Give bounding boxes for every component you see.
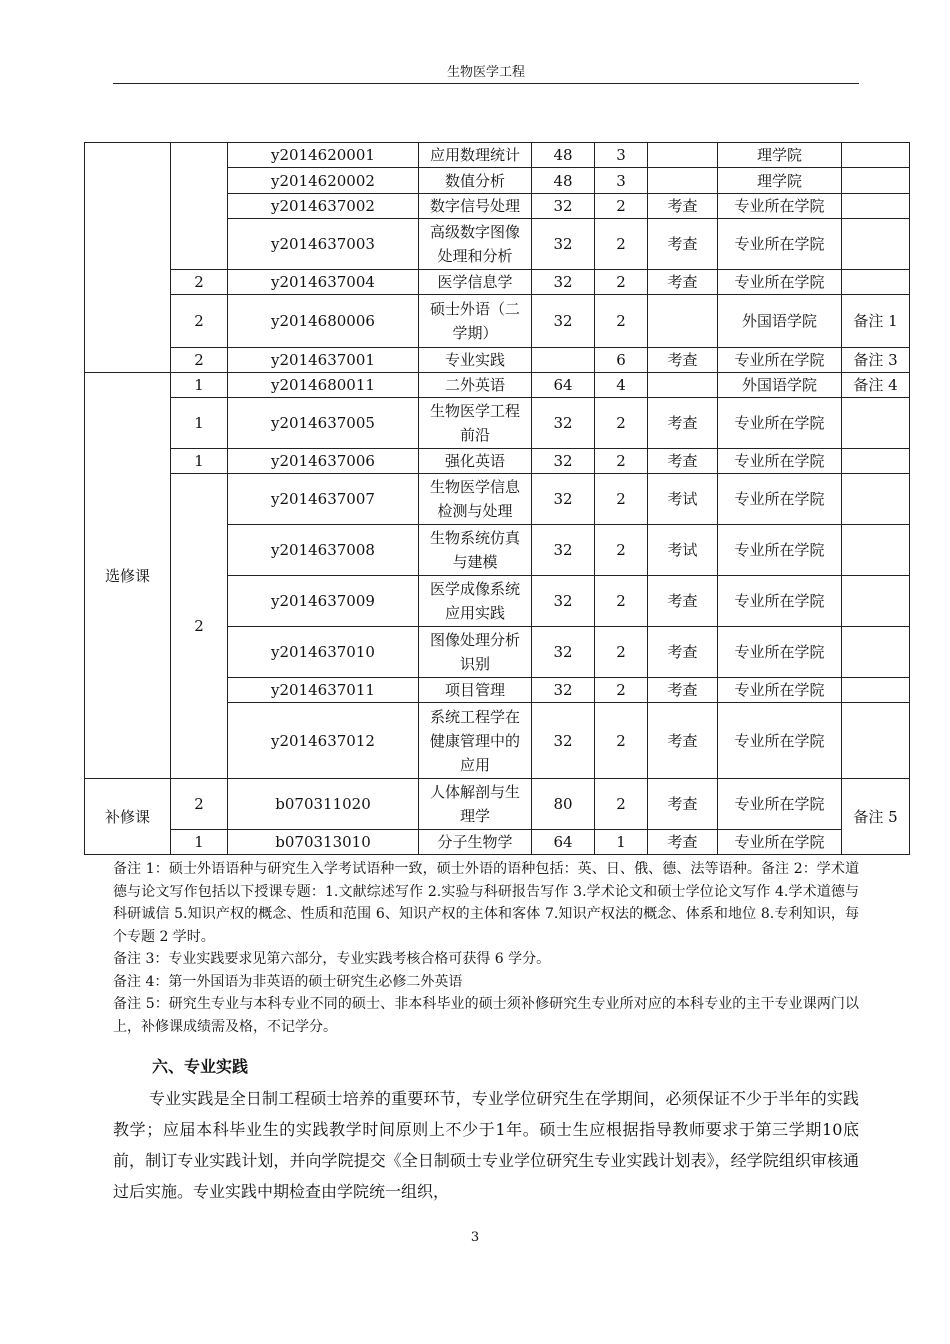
course-name: 数字信号处理	[419, 194, 532, 219]
department: 专业所在学院	[718, 703, 842, 779]
department: 专业所在学院	[718, 576, 842, 627]
course-name-line: 前沿	[459, 426, 490, 444]
course-hours: 64	[532, 373, 595, 398]
course-table	[84, 142, 910, 855]
semester-cell: 2	[171, 474, 228, 779]
department: 理学院	[718, 143, 842, 168]
semester-cell: 1	[171, 398, 228, 449]
course-name: 项目管理	[419, 678, 532, 703]
course-name-line: 应用	[459, 755, 490, 774]
course-code: y2014637004	[228, 270, 419, 295]
course-credits: 2	[595, 576, 648, 627]
table-row	[85, 449, 910, 474]
course-name-line: 生物医学工程	[429, 402, 520, 420]
category-cell	[85, 143, 171, 373]
department: 专业所在学院	[718, 219, 842, 270]
course-name-line: 生物系统仿真	[429, 529, 520, 547]
semester-cell: 1	[171, 373, 228, 398]
course-hours: 32	[532, 474, 595, 525]
remark: 备注 3	[842, 348, 910, 373]
course-credits: 2	[595, 295, 648, 348]
department: 专业所在学院	[718, 348, 842, 373]
course-name-line: 人体解剖与生	[429, 783, 520, 801]
department: 专业所在学院	[718, 449, 842, 474]
assessment: 考试	[648, 474, 718, 525]
assessment: 考查	[648, 449, 718, 474]
semester-cell: 2	[171, 348, 228, 373]
course-name	[419, 398, 532, 449]
semester-cell: 2	[171, 295, 228, 348]
course-hours: 32	[532, 449, 595, 474]
course-name-line: 高级数字图像	[429, 223, 520, 241]
department: 专业所在学院	[718, 474, 842, 525]
department: 专业所在学院	[718, 525, 842, 576]
assessment	[648, 143, 718, 168]
course-credits: 2	[595, 678, 648, 703]
remark	[842, 219, 910, 270]
course-name-line: 理学	[459, 807, 490, 825]
semester-cell: 2	[171, 270, 228, 295]
course-credits: 2	[595, 219, 648, 270]
course-name-line: 生物医学信息	[429, 478, 520, 496]
assessment: 考查	[648, 194, 718, 219]
assessment: 考查	[648, 348, 718, 373]
remark	[842, 703, 910, 779]
course-code: y2014620001	[228, 143, 419, 168]
remark	[842, 576, 910, 627]
course-name: 医学信息学	[419, 270, 532, 295]
course-code: y2014637001	[228, 348, 419, 373]
course-credits: 2	[595, 270, 648, 295]
course-code: y2014637005	[228, 398, 419, 449]
course-credits: 2	[595, 449, 648, 474]
course-hours: 32	[532, 703, 595, 779]
category-cell-remedial: 补修课	[85, 779, 171, 855]
assessment: 考查	[648, 779, 718, 830]
table-row	[85, 295, 910, 348]
semester-cell: 2	[171, 779, 228, 830]
course-code: y2014637006	[228, 449, 419, 474]
semester-cell: 1	[171, 830, 228, 855]
course-hours: 32	[532, 627, 595, 678]
footnote-1-2: 备注 1：硕士外语语种与研究生入学考试语种一致，硕士外语的语种包括：英、日、俄、德、法等语种。备注 2：学术道德与论文写作包括以下授课专题：1.文献综述写作 2.实验与科研报告写作 3.学术论文和硕士学位论文写作 4.学术道德与科研诚信 5.知识产权的概念、性质和范围 6、知识产权的主体和客体 7.知识产权法的概念、体系和地位 8.专利知识，每个专题 2 学时。	[113, 861, 859, 945]
department: 外国语学院	[718, 373, 842, 398]
remark: 备注 1	[842, 295, 910, 348]
remark	[842, 398, 910, 449]
remark	[842, 194, 910, 219]
course-hours	[532, 348, 595, 373]
remark	[842, 449, 910, 474]
remark: 备注 5	[842, 779, 910, 855]
table-row	[85, 270, 910, 295]
assessment: 考查	[648, 627, 718, 678]
course-hours: 32	[532, 219, 595, 270]
table-row	[85, 143, 910, 168]
course-name	[419, 295, 532, 348]
table-row	[85, 779, 910, 830]
department: 专业所在学院	[718, 627, 842, 678]
page-header: 生物医学工程	[446, 65, 525, 80]
course-name	[419, 474, 532, 525]
course-name-line: 应用实践	[444, 604, 505, 622]
course-code: y2014637007	[228, 474, 419, 525]
course-name-line: 学期）	[452, 324, 498, 342]
course-name: 强化英语	[419, 449, 532, 474]
course-hours: 32	[532, 576, 595, 627]
table-row	[85, 373, 910, 398]
course-credits: 2	[595, 525, 648, 576]
course-name-line: 图像处理分析	[429, 631, 520, 649]
course-credits: 2	[595, 398, 648, 449]
semester-cell	[171, 143, 228, 270]
assessment: 考查	[648, 830, 718, 855]
assessment: 考查	[648, 576, 718, 627]
footnotes	[113, 858, 859, 1038]
course-credits: 6	[595, 348, 648, 373]
course-name-line: 检测与处理	[437, 502, 513, 520]
course-credits: 2	[595, 703, 648, 779]
remark	[842, 474, 910, 525]
page-number: 3	[470, 1230, 480, 1245]
course-credits: 4	[595, 373, 648, 398]
course-credits: 3	[595, 168, 648, 194]
course-hours: 48	[532, 143, 595, 168]
course-hours: 32	[532, 194, 595, 219]
table-row	[85, 830, 910, 855]
course-name-line: 识别	[459, 655, 490, 673]
course-name: 分子生物学	[419, 830, 532, 855]
course-name-line: 与建模	[452, 553, 498, 571]
assessment: 考查	[648, 398, 718, 449]
department: 外国语学院	[718, 295, 842, 348]
remark	[842, 143, 910, 168]
remark	[842, 627, 910, 678]
department: 理学院	[718, 168, 842, 194]
course-name-line: 硕士外语（二	[429, 300, 520, 318]
course-credits: 3	[595, 143, 648, 168]
assessment	[648, 168, 718, 194]
course-code: y2014680011	[228, 373, 419, 398]
course-name	[419, 219, 532, 270]
course-code: y2014680006	[228, 295, 419, 348]
section-paragraph: 专业实践是全日制工程硕士培养的重要环节，专业学位研究生在学期间，必须保证不少于半年的实践教学；应届本科毕业生的实践教学时间原则上不少于1年。硕士生应根据指导教师要求于第三学期10底前，制订专业实践计划，并向学院提交《全日制硕士专业学位研究生专业实践计划表》，经学院组织审核通过后实施。专业实践中期检查由学院统一组织，	[113, 1089, 859, 1201]
course-name: 二外英语	[419, 373, 532, 398]
remark: 备注 4	[842, 373, 910, 398]
course-code: y2014620002	[228, 168, 419, 194]
course-code: y2014637002	[228, 194, 419, 219]
table-row	[85, 348, 910, 373]
course-hours: 32	[532, 678, 595, 703]
assessment	[648, 295, 718, 348]
department: 专业所在学院	[718, 779, 842, 830]
assessment: 考查	[648, 270, 718, 295]
course-name	[419, 779, 532, 830]
course-code: y2014637003	[228, 219, 419, 270]
course-name-line: 系统工程学在	[429, 707, 520, 726]
remark	[842, 270, 910, 295]
course-credits: 1	[595, 830, 648, 855]
course-code: y2014637010	[228, 627, 419, 678]
department: 专业所在学院	[718, 398, 842, 449]
course-name: 专业实践	[419, 348, 532, 373]
course-hours: 32	[532, 525, 595, 576]
category-cell-elective: 选修课	[85, 373, 171, 779]
assessment: 考试	[648, 525, 718, 576]
course-name: 数值分析	[419, 168, 532, 194]
course-hours: 80	[532, 779, 595, 830]
course-code: b070311020	[228, 779, 419, 830]
remark	[842, 168, 910, 194]
footnote-5: 备注 5：研究生专业与本科专业不同的硕士、非本科毕业的硕士须补修研究生专业所对应的本科专业的主干专业课两门以上，补修课成绩需及格，不记学分。	[113, 996, 859, 1035]
course-hours: 48	[532, 168, 595, 194]
course-name: 应用数理统计	[419, 143, 532, 168]
course-name-line: 健康管理中的	[429, 731, 520, 750]
course-credits: 2	[595, 194, 648, 219]
header-divider	[113, 83, 859, 84]
course-code: y2014637011	[228, 678, 419, 703]
course-code: y2014637009	[228, 576, 419, 627]
course-name	[419, 525, 532, 576]
course-name	[419, 703, 532, 779]
remark	[842, 678, 910, 703]
course-code: b070313010	[228, 830, 419, 855]
section-heading: 六、专业实践	[152, 1057, 249, 1076]
course-credits: 2	[595, 474, 648, 525]
footnote-3: 备注 3：专业实践要求见第六部分，专业实践考核合格可获得 6 学分。	[113, 951, 551, 967]
course-hours: 32	[532, 270, 595, 295]
department: 专业所在学院	[718, 270, 842, 295]
department: 专业所在学院	[718, 830, 842, 855]
course-name	[419, 576, 532, 627]
course-name	[419, 627, 532, 678]
remark	[842, 525, 910, 576]
table-row	[85, 398, 910, 449]
course-code: y2014637008	[228, 525, 419, 576]
course-credits: 2	[595, 779, 648, 830]
course-code: y2014637012	[228, 703, 419, 779]
footnote-4: 备注 4：第一外国语为非英语的硕士研究生必修二外英语	[113, 973, 463, 990]
course-hours: 32	[532, 398, 595, 449]
semester-cell: 1	[171, 449, 228, 474]
course-hours: 64	[532, 830, 595, 855]
assessment: 考查	[648, 678, 718, 703]
course-hours: 32	[532, 295, 595, 348]
course-name-line: 医学成像系统	[429, 580, 520, 598]
table-row	[85, 474, 910, 525]
assessment: 考查	[648, 703, 718, 779]
department: 专业所在学院	[718, 194, 842, 219]
department: 专业所在学院	[718, 678, 842, 703]
assessment	[648, 373, 718, 398]
course-name-line: 处理和分析	[437, 247, 513, 265]
assessment: 考查	[648, 219, 718, 270]
course-credits: 2	[595, 627, 648, 678]
